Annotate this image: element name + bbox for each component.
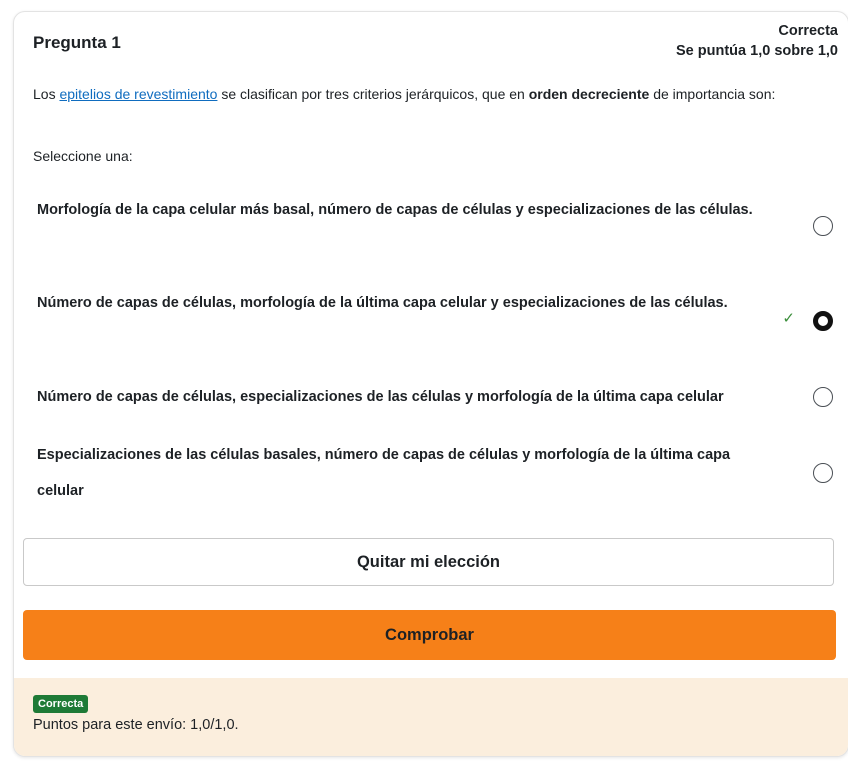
answer-option-3[interactable] [37, 379, 837, 415]
question-card [13, 11, 848, 757]
answer-option-label: Morfología de la capa celular más basal, número de capas de células y especializaciones de las células. [37, 202, 753, 218]
check-button[interactable]: Comprobar [23, 610, 836, 660]
answer-option-4[interactable] [37, 437, 837, 509]
answer-option-label: Especializaciones de las células basales, número de capas de células y morfología de la última capa celular [37, 447, 731, 499]
question-text-end: de importancia son: [649, 86, 776, 102]
status-badge: Correcta [33, 695, 88, 713]
answer-prompt: Seleccione una: [33, 148, 133, 164]
answer-option-label: Número de capas de células, especializaciones de las células y morfología de la última capa celular [37, 389, 724, 405]
grade-label: Se puntúa 1,0 sobre 1,0 [676, 43, 838, 59]
question-text [33, 85, 819, 103]
question-text-start: Los [33, 86, 60, 102]
answer-option-1[interactable] [37, 192, 837, 264]
question-title: Pregunta 1 [33, 33, 121, 52]
question-text-middle: se clasifican por tres criterios jerárquicos, que en [217, 86, 529, 102]
radio-button-selected[interactable] [813, 311, 833, 331]
feedback-panel [14, 678, 848, 756]
answer-option-2[interactable] [37, 285, 837, 357]
check-icon: ✓ [782, 310, 795, 327]
question-header [14, 12, 848, 74]
answer-option-label: Número de capas de células, morfología de la última capa celular y especializaciones de las células. [37, 295, 728, 311]
radio-button[interactable] [813, 387, 833, 407]
radio-button[interactable] [813, 216, 833, 236]
status-label: Correcta [778, 23, 838, 39]
clear-choice-button[interactable]: Quitar mi elección [23, 538, 834, 586]
radio-button[interactable] [813, 463, 833, 483]
points-text: Puntos para este envío: 1,0/1,0. [33, 717, 239, 733]
glossary-link[interactable]: epitelios de revestimiento [59, 86, 218, 102]
question-status [676, 21, 838, 61]
question-text-bold: orden decreciente [528, 86, 650, 102]
